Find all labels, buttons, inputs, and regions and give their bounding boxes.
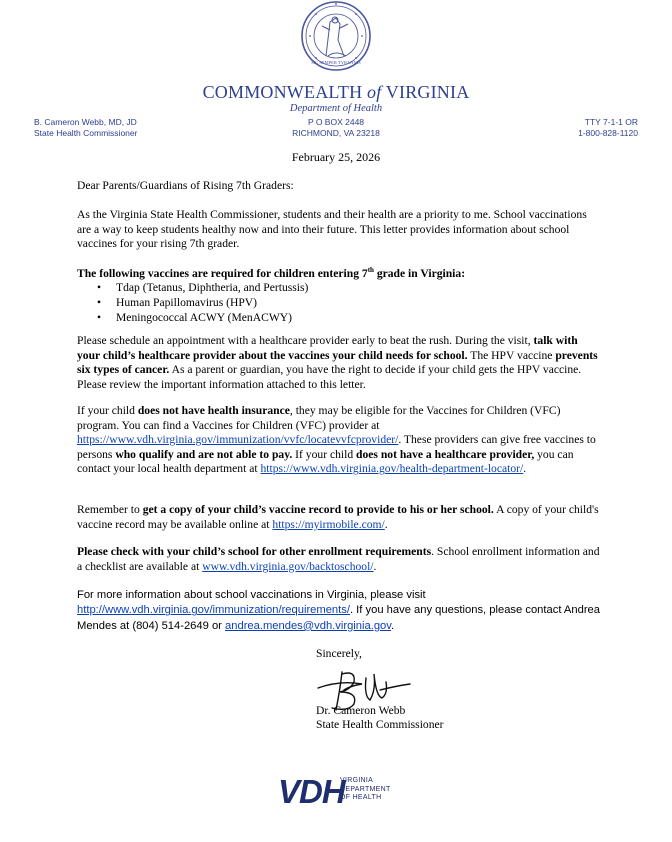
email-link[interactable]: andrea.mendes@vdh.virginia.gov (225, 619, 392, 632)
vdh-logo-words (340, 777, 391, 803)
insurance-t1: If your child (77, 404, 138, 417)
list-item (77, 281, 602, 296)
more-info-t3: . (391, 619, 395, 632)
insurance-b2: who qualify and are not able to pay. (115, 447, 293, 461)
record-b1: get a copy of your child’s vaccine record to provide to his or her school. (142, 503, 494, 516)
insurance-paragraph (77, 404, 602, 477)
enrollment-paragraph (77, 545, 602, 574)
required-heading-sup: th (367, 266, 374, 274)
seal-motto: SIC SEMPER TYRANNIS (311, 60, 361, 65)
requirements-link[interactable]: http://www.vdh.virginia.gov/immunization/requirements/ (77, 604, 350, 617)
intro-paragraph: As the Virginia State Health Commissioner, students and their health are a priority to me. School vaccinations are a way to keep students healthy now and into their future. This letter provides information about school vaccines for your rising 7th grader. (77, 208, 587, 251)
phone-line: 1-800-828-1120 (578, 128, 638, 138)
record-t1: Remember to (77, 503, 143, 516)
record-paragraph (77, 503, 602, 532)
schedule-paragraph (77, 334, 602, 392)
commissioner-title: State Health Commissioner (34, 128, 138, 138)
record-t2: A copy of your child's vaccine record may be available online at (77, 503, 599, 531)
vdh-logo-letters: VDH (278, 773, 345, 810)
salutation: Dear Parents/Guardians of Rising 7th Graders: (77, 179, 294, 192)
insurance-b3: does not have a healthcare provider, (356, 447, 535, 461)
health-department-locator-link[interactable]: https://www.vdh.virginia.gov/health-department-locator/ (260, 462, 524, 476)
required-heading-b: grade in Virginia: (373, 266, 466, 280)
list-item (77, 296, 602, 311)
commonwealth-main: COMMONWEALTH (202, 82, 368, 102)
letter-date: February 25, 2026 (291, 150, 381, 164)
signer-title: State Health Commissioner (316, 718, 444, 731)
enrollment-t2: . (373, 559, 377, 573)
vdh-logo (278, 773, 391, 810)
header-phone-block (578, 117, 638, 139)
enrollment-b1: Please check with your child’s school for other enrollment requirements (77, 545, 432, 558)
insurance-t3: . These providers can give free vaccines to persons (77, 433, 596, 461)
required-vaccines-section (77, 263, 602, 325)
bullet-icon: • (97, 281, 102, 295)
required-heading (77, 263, 602, 281)
schedule-b2: prevents six types of cancer. (77, 348, 598, 377)
commonwealth-title (0, 82, 672, 103)
virginia-seal (300, 0, 372, 80)
bullet-icon: • (97, 310, 102, 324)
schedule-t3: As a parent or guardian, you have the right to decide if your child gets the HPV vaccine. Please review the important information attached to this letter. (77, 363, 582, 391)
more-info-paragraph (77, 588, 602, 634)
commonwealth-state: VIRGINIA (381, 82, 470, 102)
vaccine-tdap: Tdap (Tetanus, Diphtheria, and Pertussis) (116, 281, 309, 295)
insurance-t5: you can contact your local health department at (77, 447, 574, 476)
sincerely: Sincerely, (316, 647, 362, 660)
insurance-t4: If your child (292, 447, 357, 461)
vaccine-list (77, 281, 602, 325)
list-item (77, 311, 602, 326)
schedule-t2: The HPV vaccine (467, 348, 556, 362)
vaccine-hpv: Human Papillomavirus (HPV) (116, 296, 258, 310)
more-info-t2: . If you have any questions, please contact Andrea Mendes at (804) 514-2649 or (77, 604, 600, 632)
tty-line: TTY 7-1-1 OR (584, 117, 638, 127)
myir-link[interactable]: https://myirmobile.com/ (272, 517, 385, 531)
header-address-block (236, 117, 436, 139)
vfc-provider-link[interactable]: https://www.vdh.virginia.gov/immunization/vvfc/locatevvfcprovider/ (77, 433, 399, 447)
insurance-b1: does not have health insurance (137, 404, 290, 417)
bullet-icon: • (97, 296, 102, 310)
signer-name: Dr. Cameron Webb (316, 704, 406, 717)
vdh-logo-line-3: OF HEALTH (340, 794, 382, 801)
department-name: Department of Health (289, 103, 383, 114)
more-info-t1: For more information about school vaccinations in Virginia, please visit (77, 589, 426, 601)
vaccine-menacwy: Meningococcal ACWY (MenACWY) (116, 310, 293, 324)
backtoschool-link[interactable]: www.vdh.virginia.gov/backtoschool/ (202, 559, 374, 573)
schedule-t1: Please schedule an appointment with a healthcare provider early to beat the rush. During the visit, (77, 334, 534, 347)
header-left-block (34, 117, 137, 139)
vdh-logo-line-2: DEPARTMENT (340, 785, 391, 793)
insurance-t2: , they may be eligible for the Vaccines for Children (VFC) program. You can find a Vaccines for Children (VFC) provider at (77, 404, 561, 432)
required-heading-a: The following vaccines are required for children entering 7 (77, 266, 368, 280)
commonwealth-of: of (367, 82, 382, 102)
address-line-1: P O BOX 2448 (307, 117, 365, 127)
insurance-t6: . (523, 462, 527, 476)
enrollment-t1: . School enrollment information and a checklist are available at (77, 545, 600, 573)
commissioner-name: B. Cameron Webb, MD, JD (34, 117, 137, 127)
vdh-logo-line-1: VIRGINIA (340, 777, 374, 784)
address-line-2: RICHMOND, VA 23218 (292, 128, 380, 138)
record-t3: . (384, 517, 388, 531)
schedule-b1: talk with your child’s healthcare provider about the vaccines your child needs for school. (77, 334, 578, 362)
